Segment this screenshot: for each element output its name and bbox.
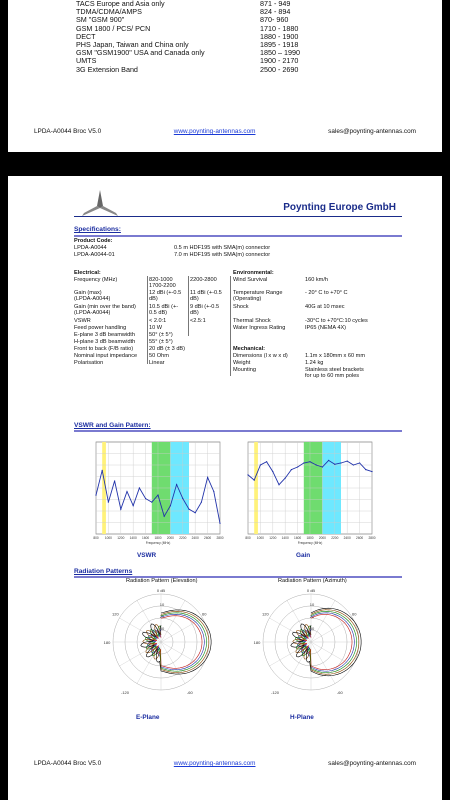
x-tick-label: 2200 <box>331 536 339 540</box>
data-point <box>297 466 298 467</box>
environmental-value: -30°C to +70°C:10 cycles <box>305 318 368 324</box>
band-range: 870- 960 <box>260 15 289 25</box>
polar-label: 120 <box>262 611 269 617</box>
data-point <box>254 480 255 481</box>
electrical-value-1: 50° (± 5°) <box>149 332 173 338</box>
electrical-value-2: 11 dBi (+-0.5 dB) <box>190 290 222 303</box>
mechanical-value: Stainless steel brackets for up to 60 mm poles <box>305 367 364 380</box>
band-range: 2500 - 2690 <box>260 64 299 74</box>
vswr-divider <box>74 430 402 432</box>
footer-doc: LPDA-A0044 Broc V5.0 <box>34 128 102 135</box>
data-point <box>133 505 134 506</box>
data-point <box>309 461 310 462</box>
data-point <box>157 494 158 495</box>
band-name: UMTS <box>76 56 97 66</box>
h-plane-title: Radiation Pattern (Azimuth) <box>278 578 347 584</box>
x-tick-label: 1400 <box>129 536 137 540</box>
x-tick-label: 1200 <box>269 536 277 540</box>
data-point <box>108 502 109 503</box>
data-point <box>213 491 214 492</box>
data-point <box>328 460 329 461</box>
electrical-param: E-plane 3 dB beamwidth <box>74 332 135 338</box>
data-point <box>334 464 335 465</box>
x-tick-label: 2000 <box>166 536 174 540</box>
table-divider <box>188 276 189 336</box>
electrical-param: Frequency (MHz) <box>74 277 118 283</box>
polar-label: 60 <box>351 611 357 617</box>
x-tick-label: 1000 <box>256 536 264 540</box>
x-tick-label: 1800 <box>154 536 162 540</box>
band-range: 1900 - 2170 <box>260 56 299 66</box>
band-row <box>76 8 416 16</box>
mechanical-value: 1.1m x 180mm x 60 mm <box>305 353 365 359</box>
e-plane-title: Radiation Pattern (Elevation) <box>126 578 198 584</box>
electrical-value-1: 820-1000 1700-2200 <box>149 277 176 290</box>
polar-label: 10 <box>309 602 315 607</box>
footer-email-link[interactable]: sales@poynting-antennas.com <box>328 760 416 767</box>
band-name: 3G Extension Band <box>76 64 138 74</box>
electrical-param: VSWR <box>74 318 91 324</box>
data-point <box>139 487 140 488</box>
electrical-value-1: 50 Ohm <box>149 353 169 359</box>
mechanical-param: Weight <box>233 360 251 366</box>
polar-label: 180 <box>103 640 111 645</box>
data-point <box>353 464 354 465</box>
band-name: PHS Japan, Taiwan and China only <box>76 40 189 50</box>
mechanical-param: Dimensions (l x w x d) <box>233 353 288 359</box>
polar-label: 20 <box>159 614 165 619</box>
environmental-param: Thermal Shock <box>233 318 271 324</box>
environmental-value: IP65 (NEMA 4X) <box>305 325 347 331</box>
product-desc: 7.0 m HDF195 with SMA(m) connector <box>174 252 271 258</box>
data-point <box>272 471 273 472</box>
electrical-value-1: 10 W <box>149 325 163 331</box>
band-name: SM "GSM 900" <box>76 15 125 25</box>
environmental-param: Shock <box>233 304 249 310</box>
page-previous <box>8 0 442 152</box>
polar-spoke <box>161 642 203 666</box>
data-point <box>322 466 323 467</box>
electrical-param: Gain (max) (LPDA-A0044) <box>74 290 111 303</box>
environmental-value: - 20° C to +70° C <box>305 290 348 296</box>
footer-email-link[interactable]: sales@poynting-antennas.com <box>328 128 416 135</box>
x-tick-label: 1600 <box>142 536 150 540</box>
band-row <box>76 66 416 74</box>
mechanical-label: Mechanical: <box>233 346 266 352</box>
data-point <box>316 464 317 465</box>
band-row <box>76 25 416 33</box>
polar-spoke <box>269 642 311 666</box>
data-point <box>201 502 202 503</box>
data-point <box>126 491 127 492</box>
data-point <box>170 505 171 506</box>
footer-url-link[interactable]: www.poynting-antennas.com <box>173 128 256 135</box>
electrical-value-1: 55° (± 5°) <box>149 339 173 345</box>
data-point <box>195 512 196 513</box>
electrical-param: Gain (min over the band) (LPDA-A0044) <box>74 304 136 317</box>
polar-label: 10 <box>159 602 165 607</box>
polar-spoke <box>161 642 185 684</box>
data-point <box>266 461 267 462</box>
radiation-section-title: Radiation Patterns <box>74 568 133 575</box>
data-point <box>114 480 115 481</box>
footer-doc: LPDA-A0044 Broc V5.0 <box>34 760 102 767</box>
polar-spoke <box>311 600 335 642</box>
vswr-section-title: VSWR and Gain Pattern: <box>74 422 151 429</box>
data-point <box>95 494 96 495</box>
table-divider <box>230 276 231 376</box>
environmental-label: Environmental: <box>233 270 274 276</box>
data-point <box>303 462 304 463</box>
x-tick-label: 1800 <box>306 536 314 540</box>
data-point <box>182 498 183 499</box>
data-point <box>145 498 146 499</box>
electrical-value-1: 20 dB (± 3 dB) <box>149 346 186 352</box>
mechanical-param: Mounting <box>233 367 257 373</box>
footer <box>34 128 416 135</box>
polar-label: -120 <box>270 690 280 695</box>
data-point <box>120 509 121 510</box>
electrical-value-1: 12 dBi (+-0.5 dB) <box>149 290 182 303</box>
band-name: GSM "GSM1900" USA and Canada only <box>76 48 205 58</box>
x-tick-label: 2400 <box>191 536 199 540</box>
e-plane-polar-chart <box>96 578 226 704</box>
product-desc: 0.5 m HDF195 with SMA(m) connector <box>174 245 271 251</box>
band-name: TDMA/CDMA/AMPS <box>76 7 142 17</box>
polar-label: 20 <box>309 614 315 619</box>
x-tick-label: 1600 <box>294 536 302 540</box>
h-plane-polar-chart <box>246 578 376 704</box>
data-point <box>340 462 341 463</box>
company-name: Poynting Europe GmbH <box>283 202 396 213</box>
x-tick-label: 1400 <box>281 536 289 540</box>
page-datasheet <box>8 176 442 800</box>
band-range: 1850 – 1990 <box>260 48 300 58</box>
x-axis-label: Frequency (MHz) <box>145 541 171 545</box>
polar-label: 180 <box>253 640 261 645</box>
polar-spoke <box>161 600 185 642</box>
band-range: 824 - 894 <box>260 7 291 17</box>
header-divider <box>74 216 402 217</box>
x-tick-label: 800 <box>93 536 99 540</box>
polar-label: 0 dB <box>306 588 316 593</box>
data-point <box>102 470 103 471</box>
footer-2 <box>34 760 416 767</box>
electrical-value-2: <2.5:1 <box>190 318 206 324</box>
polar-label: -120 <box>120 690 130 695</box>
band-row <box>76 49 416 57</box>
data-point <box>291 469 292 470</box>
polar-spoke <box>311 642 335 684</box>
specs-divider <box>74 235 402 237</box>
environmental-value: 160 km/h <box>305 277 329 283</box>
data-point <box>359 462 360 463</box>
specs-title: Specifications: <box>74 226 121 233</box>
polar-spoke <box>119 642 161 666</box>
band-name: DECT <box>76 31 96 41</box>
e-plane-caption: E-Plane <box>136 714 160 721</box>
mechanical-value: 1.24 kg <box>305 360 324 366</box>
band-range: 1895 - 1918 <box>260 40 299 50</box>
x-axis-label: Frequency (MHz) <box>297 541 323 545</box>
electrical-param: Feed power handling <box>74 325 127 331</box>
band-name: TACS Europe and Asia only <box>76 0 165 8</box>
product-code: LPDA-A0044-01 <box>74 252 115 258</box>
band-range: 1710 - 1880 <box>260 23 299 33</box>
environmental-param: Water Ingress Rating <box>233 325 286 331</box>
polar-label: 30 <box>309 626 315 631</box>
product-code-label: Product Code: <box>74 238 113 244</box>
polar-label: 0 dB <box>156 588 166 593</box>
x-tick-label: 800 <box>245 536 251 540</box>
x-tick-label: 1000 <box>104 536 112 540</box>
data-point <box>365 469 366 470</box>
x-tick-label: 2800 <box>216 536 224 540</box>
electrical-param: Nominal input impedance <box>74 353 138 359</box>
h-plane-caption: H-Plane <box>290 714 314 721</box>
electrical-value-1: < 2.0:1 <box>149 318 167 324</box>
data-point <box>371 471 372 472</box>
table-divider <box>147 276 148 364</box>
data-point <box>278 484 279 485</box>
electrical-param: Polarisation <box>74 360 104 366</box>
x-tick-label: 2600 <box>204 536 212 540</box>
electrical-value-1: Linear <box>149 360 165 366</box>
electrical-value-2: 2200-2800 <box>190 277 217 283</box>
data-point <box>176 484 177 485</box>
environmental-param: Wind Survival <box>233 277 268 283</box>
x-tick-label: 2200 <box>179 536 187 540</box>
polar-spoke <box>161 618 203 642</box>
data-point <box>151 502 152 503</box>
data-point <box>164 516 165 517</box>
footer-url-link[interactable]: www.poynting-antennas.com <box>173 760 256 767</box>
electrical-value-2: 9 dBi (+-0.5 dB) <box>190 304 220 317</box>
x-tick-label: 2600 <box>356 536 364 540</box>
vswr-chart <box>86 436 224 548</box>
electrical-value-1: 10.5 dBi (+- 0.5 dB) <box>149 304 179 317</box>
data-point <box>347 460 348 461</box>
x-tick-label: 1200 <box>117 536 125 540</box>
data-point <box>285 478 286 479</box>
data-point <box>207 477 208 478</box>
environmental-value: 40G at 10 msec <box>305 304 345 310</box>
polar-label: 120 <box>112 611 119 617</box>
polar-label: 30 <box>159 626 165 631</box>
data-point <box>188 509 189 510</box>
electrical-label: Electrical: <box>74 270 101 276</box>
electrical-param: H-plane 3 dB beamwidth <box>74 339 136 345</box>
vswr-caption: VSWR <box>137 552 157 559</box>
x-tick-label: 2400 <box>343 536 351 540</box>
product-code: LPDA-A0044 <box>74 245 107 251</box>
polar-label: -60 <box>186 690 193 695</box>
polar-label: -60 <box>336 690 343 695</box>
data-point <box>247 474 248 475</box>
gain-chart <box>238 436 376 548</box>
data-point <box>260 464 261 465</box>
x-tick-label: 2000 <box>318 536 326 540</box>
gain-caption: Gain <box>296 552 311 559</box>
electrical-param: Front to back (F/B ratio) <box>74 346 134 352</box>
band-range: 871 - 949 <box>260 0 291 8</box>
environmental-param: Temperature Range (Operating) <box>233 290 283 303</box>
data-point <box>219 523 220 524</box>
polar-label: 60 <box>201 611 207 617</box>
band-table <box>76 0 416 74</box>
band-range: 1880 - 1900 <box>260 31 299 41</box>
x-tick-label: 2800 <box>368 536 376 540</box>
band-name: GSM 1800 / PCS/ PCN <box>76 23 151 33</box>
